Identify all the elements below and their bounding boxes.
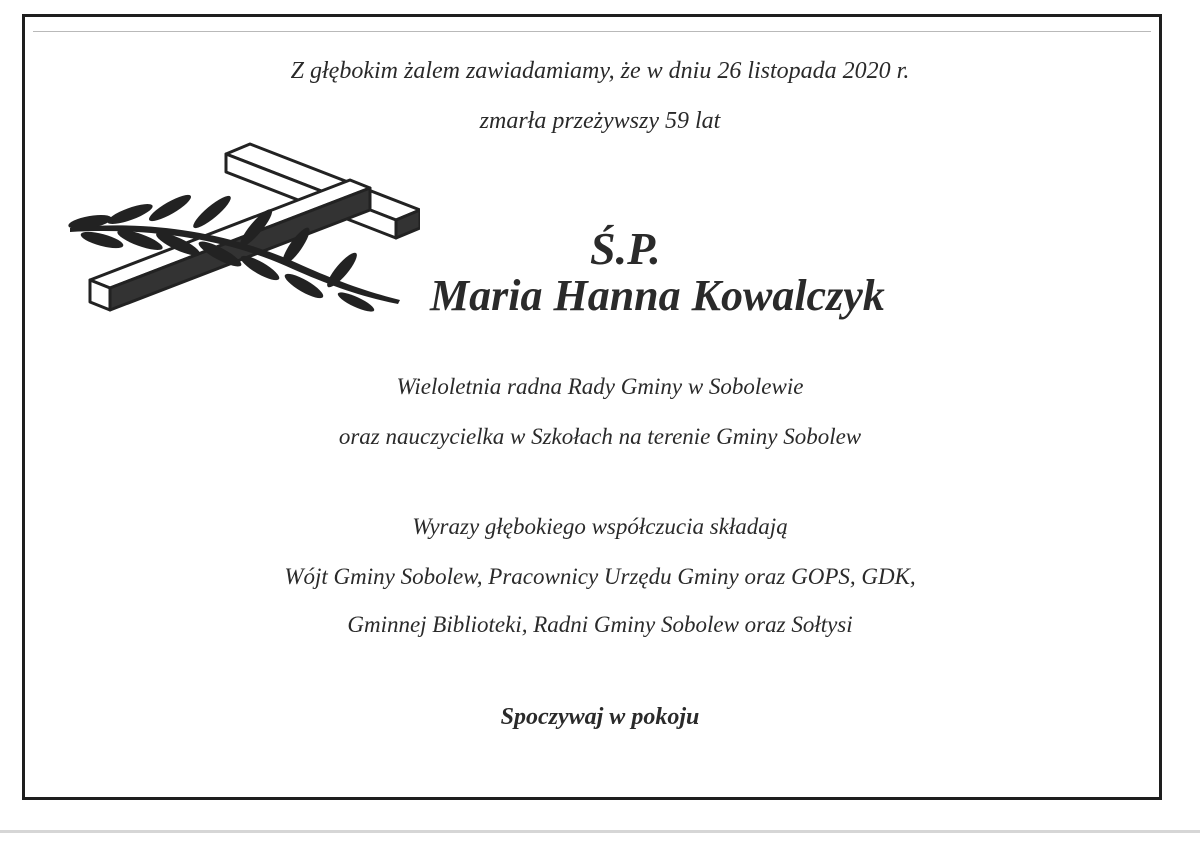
condolence-line-3: Gminnej Biblioteki, Radni Gminy Sobolew oraz Sołtysi (347, 612, 853, 637)
condolence-line-1: Wyrazy głębokiego współczucia składają (412, 514, 788, 539)
intro-line-2: zmarła przeżywszy 59 lat (479, 108, 721, 134)
deceased-name: Maria Hanna Kowalczyk (430, 271, 885, 320)
prefix-title: Ś.P. (590, 223, 661, 274)
role-line-2: oraz nauczycielka w Szkołach na terenie Gminy Sobolew (338, 424, 862, 449)
scan-edge-line (0, 830, 1200, 833)
cross-with-palm-branch-icon (60, 140, 420, 330)
intro-line-1: Z głębokim żalem zawiadamiamy, że w dniu 26 listopada 2020 r. (290, 58, 910, 84)
role-line-1: Wieloletnia radna Rady Gminy w Sobolewie (396, 374, 804, 399)
frame-divider (33, 31, 1151, 32)
condolence-line-2: Wójt Gminy Sobolew, Pracownicy Urzędu Gminy oraz GOPS, GDK, (284, 564, 916, 589)
closing-line: Spoczywaj w pokoju (500, 704, 700, 730)
